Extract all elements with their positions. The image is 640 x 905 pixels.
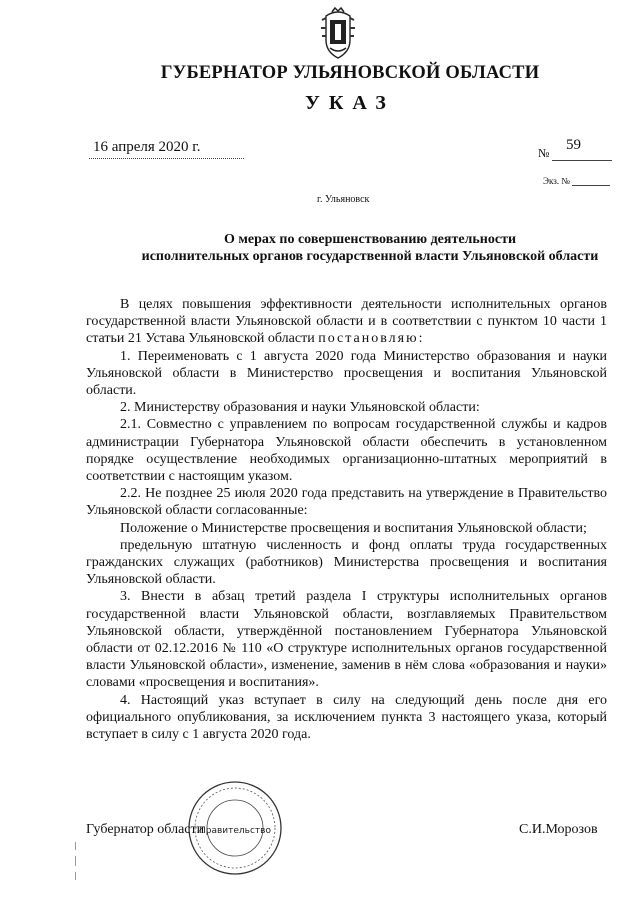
title-line-1: О мерах по совершенствованию деятельности: [223, 232, 517, 247]
margin-mark: [75, 856, 76, 866]
paragraph-intro: В целях повышения эффективности деятельности исполнительных органов государственной власти Ульяновской области и в соответствии с пунктом 10 части 1 статьи 21 Устава Ульяновской области постановляю:: [86, 297, 607, 347]
paragraph-2-2-a: Положение о Министерстве просвещения и воспитания Ульяновской области;: [120, 520, 587, 536]
signer-name: С.И.Морозов: [519, 822, 598, 837]
coat-of-arms-emblem: [318, 6, 358, 60]
date-underline: [89, 158, 244, 159]
signer-position: Губернатор области: [86, 822, 205, 837]
paragraph-2-2-b: предельную штатную численность и фонд оплаты труда государственных гражданских служащих (работников) Министерства просвещения и воспитания Ульяновской области.: [86, 537, 607, 588]
document-type: УКАЗ: [305, 92, 395, 114]
number-label: №: [538, 146, 550, 160]
paragraph-4: 4. Настоящий указ вступает в силу на следующий день после дня его официального опубликования, за исключением пункта 3 настоящего указа, который вступает в силу с 1 августа 2020 года.: [86, 692, 607, 743]
document-number: 59: [566, 137, 581, 153]
document-title: [80, 231, 640, 265]
paragraph-2-2: 2.2. Не позднее 25 июля 2020 года представить на утверждение в Правительство Ульяновской области согласованные:: [86, 486, 607, 519]
paragraph-2: 2. Министерству образования и науки Ульяновской области:: [120, 400, 480, 416]
organization-title: ГУБЕРНАТОР УЛЬЯНОВСКОЙ ОБЛАСТИ: [160, 63, 540, 83]
margin-mark: [75, 872, 76, 880]
city: г. Ульяновск: [317, 194, 370, 205]
number-underline: [552, 160, 612, 161]
document-date: 16 апреля 2020 г.: [93, 139, 201, 155]
copy-number-label: Экз. №: [543, 176, 570, 186]
seal-text: Правительство: [199, 826, 271, 836]
margin-mark: [75, 842, 76, 850]
intro-decree-word: постановляю: [318, 331, 419, 347]
paragraph-2-1: 2.1. Совместно с управлением по вопросам государственной службы и кадров администрации Губернатора Ульяновской области обеспечить в установленном порядке осуществление необходимых организационно-штатных мероприятий в соответствии с настоящим указом.: [86, 417, 607, 485]
title-line-2: исполнительных органов государственной власти Ульяновской области: [141, 249, 599, 264]
intro-text: В целях повышения эффективности деятельности исполнительных органов государственной власти Ульяновской области и в соответствии с пунктом 10 части 1 статьи 21 Устава Ульяновской области: [86, 297, 607, 347]
paragraph-1: 1. Переименовать с 1 августа 2020 года Министерство образования и науки Ульяновской области в Министерство просвещения и воспитания Ульяновской области.: [86, 348, 607, 399]
copy-number-underline: [572, 185, 610, 186]
paragraph-3: 3. Внести в абзац третий раздела I структуры исполнительных органов государственной власти Ульяновской области, возглавляемых Правительством Ульяновской области, утверждённой постановлением Губернатора Ульяновской области от 02.12.2016 № 110 «О структуре исполнительных органов государственной власти Ульяновской области», изменение, заменив в нём слова «образования и науки» словами «просвещения и воспитания».: [86, 589, 607, 691]
document-body: [86, 296, 607, 743]
